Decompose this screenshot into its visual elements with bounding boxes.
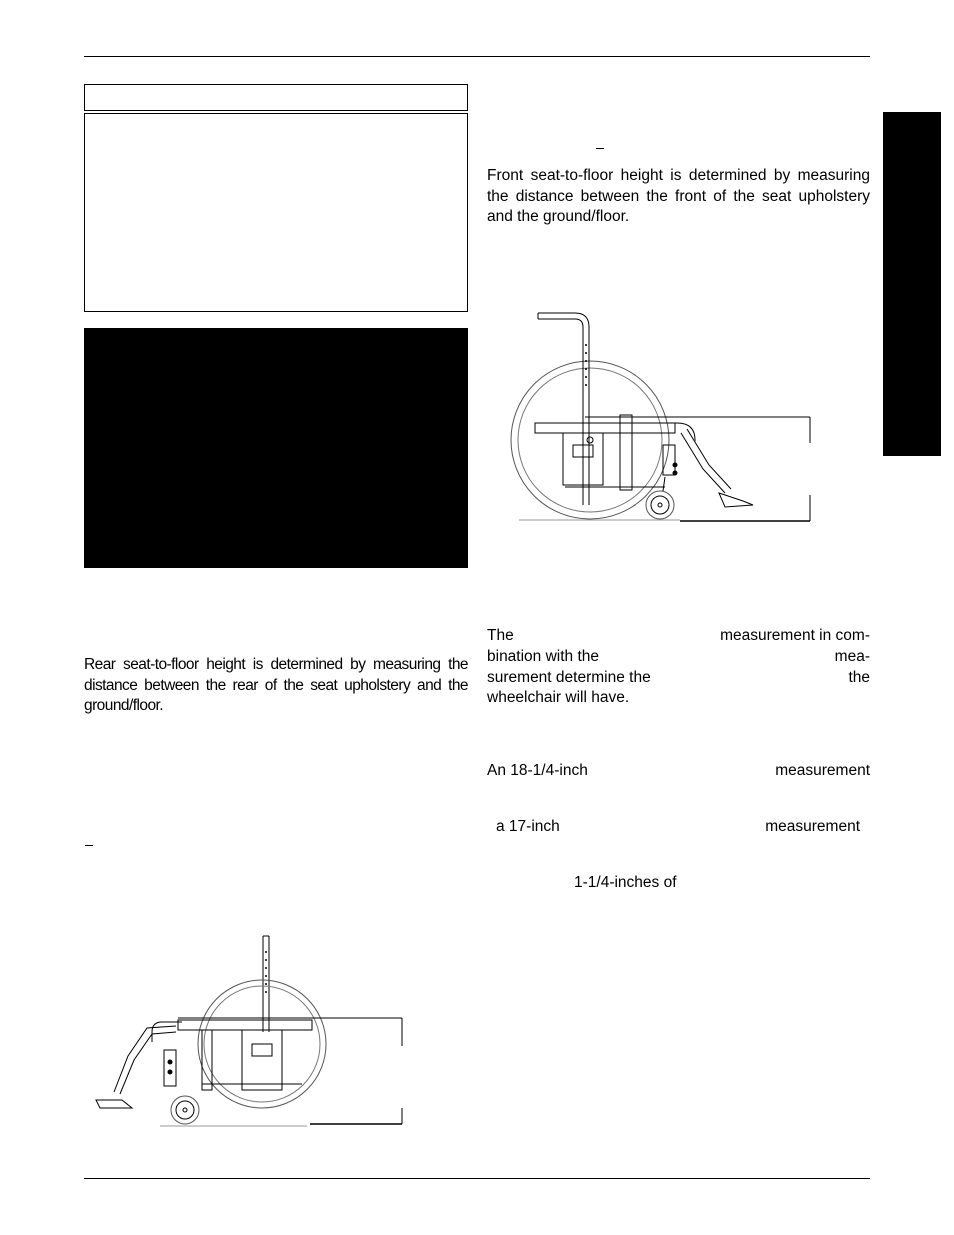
combo-line2-start: bination with the (487, 648, 600, 665)
rear-seat-height-paragraph: Rear seat-to-floor height is determined by measuring the distance between the rear of the seat upholstery and the ground/floor. (84, 656, 468, 714)
combo-line1-start: The (487, 627, 514, 644)
wheelchair-rear-seat-height-diagram (92, 932, 404, 1130)
right-dash-mark (596, 148, 604, 149)
example-a-end: measurement (775, 762, 870, 779)
notice-box-title (84, 84, 468, 111)
front-seat-height-paragraph: Front seat-to-floor height is determined by measuring the distance between the front of the seat upholstery and the ground/floor. (487, 167, 870, 225)
combo-line3-start: surement determine the (487, 669, 651, 686)
left-dash-mark (85, 845, 93, 846)
example-b-start: a 17-inch (496, 818, 560, 835)
footer-rule (84, 1178, 870, 1179)
section-side-tab (883, 112, 941, 456)
combo-line1-end: measurement in com- (720, 627, 870, 644)
combo-line3-end: the (848, 669, 870, 686)
combo-line2-end: mea- (834, 648, 870, 665)
warning-box (84, 328, 468, 568)
example-a-start: An 18-1/4-inch (487, 762, 588, 779)
header-rule (84, 56, 870, 57)
combo-line4: wheelchair will have. (487, 689, 630, 706)
notice-box-body (84, 113, 468, 312)
example-b-end: measurement (765, 818, 860, 835)
wheelchair-front-seat-height-diagram (505, 305, 815, 527)
example-c: 1-1/4-inches of (574, 874, 677, 891)
